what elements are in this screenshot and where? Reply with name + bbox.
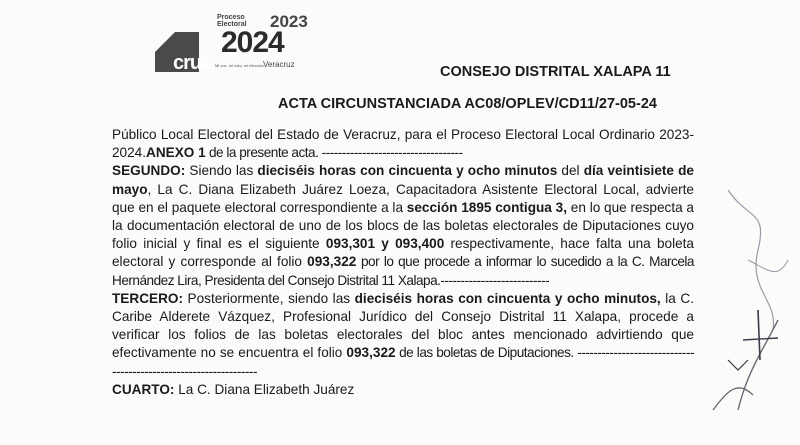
bold-run: dieciséis horas con cincuenta y ocho minutos, [354, 290, 661, 306]
paragraph-cuarto [112, 381, 694, 399]
text-run: Posteriormente, siendo las [183, 290, 355, 306]
paragraph-intro [112, 126, 694, 162]
bold-run: 093,322 [346, 345, 396, 361]
margin-initials-icon [698, 300, 798, 420]
acta-heading: ACTA CIRCUNSTANCIADA AC08/OPLEV/CD11/27-05-24 [278, 96, 657, 112]
paragraph-tercero [112, 290, 694, 381]
text-run: de las boletas de Diputaciones. ----------------------------------------------------------------- [112, 345, 694, 379]
text-run: La C. Diana Elizabeth Juárez [174, 381, 355, 397]
section-label: SEGUNDO: [112, 163, 186, 179]
bold-run: día veintisiete de mayo [112, 163, 694, 197]
oplev-logo [155, 12, 315, 74]
section-label: CUARTO: [112, 381, 175, 397]
text-run: Público Local Electoral del Estado de Veracruz, para el Proceso Electoral Local Ordinario 2023-2024. [112, 127, 694, 161]
consejo-heading: CONSEJO DISTRITAL XALAPA 11 [440, 64, 671, 80]
text-run: del [557, 163, 584, 179]
bold-run: sección 1895 contigua 3, [406, 199, 567, 215]
text-run: , La C. Diana Elizabeth Juárez Loeza, Capacitadora Asistente Electoral Local, advierte que en el paquete electoral correspondiente a la [112, 181, 694, 215]
text-run: de la presente acta. ----------------------------------- [205, 145, 463, 161]
bold-run: 093,322 [307, 254, 357, 270]
logo-tagline: Mi voz, mi voto, mi elección [215, 63, 264, 68]
logo-year-small: 2023 [270, 12, 308, 31]
bold-run: ANEXO 1 [146, 145, 206, 161]
logo-proceso-text: Proceso Electoral [217, 14, 247, 28]
logo-cruz-text: cruz [173, 52, 211, 74]
bold-run: dieciséis horas con cincuenta y ocho minutos [257, 163, 558, 179]
document-body [112, 126, 694, 399]
cruz-emblem [155, 28, 211, 74]
text-run: por lo que procede a informar lo sucedido a la C. Marcela Hernández Lira, Presidenta del Consejo Distrital 11 Xalapa.--------------------------- [112, 254, 694, 288]
logo-year-big: 2024 [221, 26, 284, 59]
paragraph-segundo [112, 162, 694, 289]
text-run: en lo que respecta a la documentación electoral de uno de los blocs de las boletas electorales de Diputaciones cuyo folio inicial y final es el siguiente [112, 199, 694, 252]
bold-run: 093,301 y 093,400 [325, 236, 445, 252]
text-run: la C. Caribe Alderete Vázquez, Profesional Jurídico del Consejo Distrital 11 Xalapa, procede a verificar los folios de las boletas electorales del bloc antes mencionado advirtiendo que efectivamente no se encuentra el folio [112, 290, 695, 361]
logo-state: Veracruz [263, 60, 295, 69]
section-label: TERCERO: [112, 290, 183, 306]
text-run: Siendo las [185, 163, 258, 179]
text-run: respectivamente, hace falta una boleta electoral y corresponde al folio [112, 236, 694, 270]
